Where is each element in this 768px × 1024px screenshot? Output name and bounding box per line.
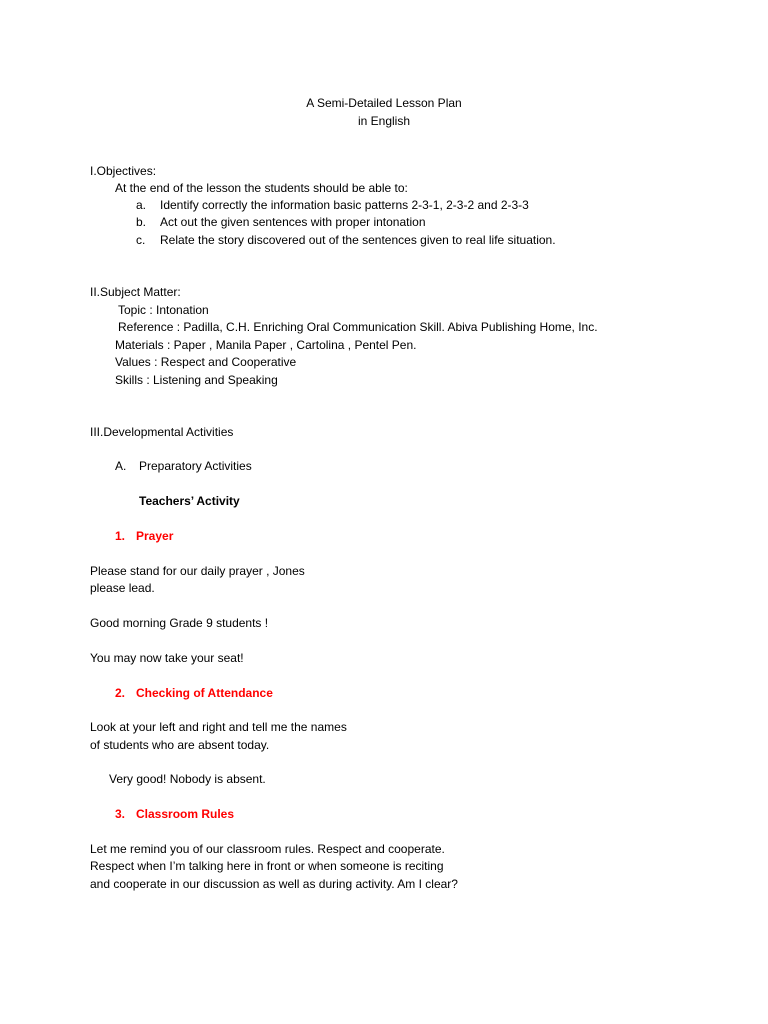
subject-reference: Reference : Padilla, C.H. Enriching Oral Communication Skill. Abiva Publishing Home, Inc. <box>118 320 598 334</box>
prayer-heading: Prayer <box>136 529 174 543</box>
attendance-heading: Checking of Attendance <box>136 686 273 700</box>
subject-matter-heading: II.Subject Matter: <box>90 285 181 299</box>
objective-item-c: Relate the story discovered out of the sentences given to real life situation. <box>160 233 556 247</box>
prayer-greeting: Good morning Grade 9 students ! <box>90 616 269 630</box>
attendance-reply: Very good! Nobody is absent. <box>109 772 266 786</box>
doc-title: A Semi-Detailed Lesson Plan <box>306 96 462 110</box>
objective-marker-a: a. <box>136 198 147 212</box>
subject-values: Values : Respect and Cooperative <box>115 355 297 369</box>
objective-item-b: Act out the given sentences with proper intonation <box>160 215 426 229</box>
rules-marker: 3. <box>115 807 126 821</box>
objective-marker-c: c. <box>136 233 146 247</box>
objective-item-a: Identify correctly the information basic patterns 2-3-1, 2-3-2 and 2-3-3 <box>160 198 529 212</box>
rules-heading: Classroom Rules <box>136 807 235 821</box>
doc-subtitle: in English <box>357 114 411 128</box>
teachers-activity-label: Teachers’ Activity <box>139 494 240 508</box>
subject-materials: Materials : Paper , Manila Paper , Cartolina , Pentel Pen. <box>115 338 417 352</box>
objectives-intro: At the end of the lesson the students should be able to: <box>115 181 408 195</box>
prayer-marker: 1. <box>115 529 126 543</box>
attendance-marker: 2. <box>115 686 126 700</box>
prayer-seat: You may now take your seat! <box>90 651 244 665</box>
attendance-line-2: of students who are absent today. <box>90 738 270 752</box>
prayer-line-1: Please stand for our daily prayer , Jones <box>90 564 305 578</box>
prayer-line-2: please lead. <box>90 581 155 595</box>
subject-skills: Skills : Listening and Speaking <box>115 373 278 387</box>
objective-marker-b: b. <box>136 215 147 229</box>
rules-line-2: Respect when I’m talking here in front or when someone is reciting <box>90 859 444 873</box>
rules-line-3: and cooperate in our discussion as well as during activity. Am I clear? <box>90 877 458 891</box>
activities-heading: III.Developmental Activities <box>90 425 234 439</box>
rules-line-1: Let me remind you of our classroom rules. Respect and cooperate. <box>90 842 445 856</box>
attendance-line-1: Look at your left and right and tell me the names <box>90 720 347 734</box>
activities-sub-label: Preparatory Activities <box>139 459 252 473</box>
subject-topic: Topic : Intonation <box>118 303 209 317</box>
activities-sub-marker: A. <box>115 459 127 473</box>
objectives-heading: I.Objectives: <box>90 164 157 178</box>
